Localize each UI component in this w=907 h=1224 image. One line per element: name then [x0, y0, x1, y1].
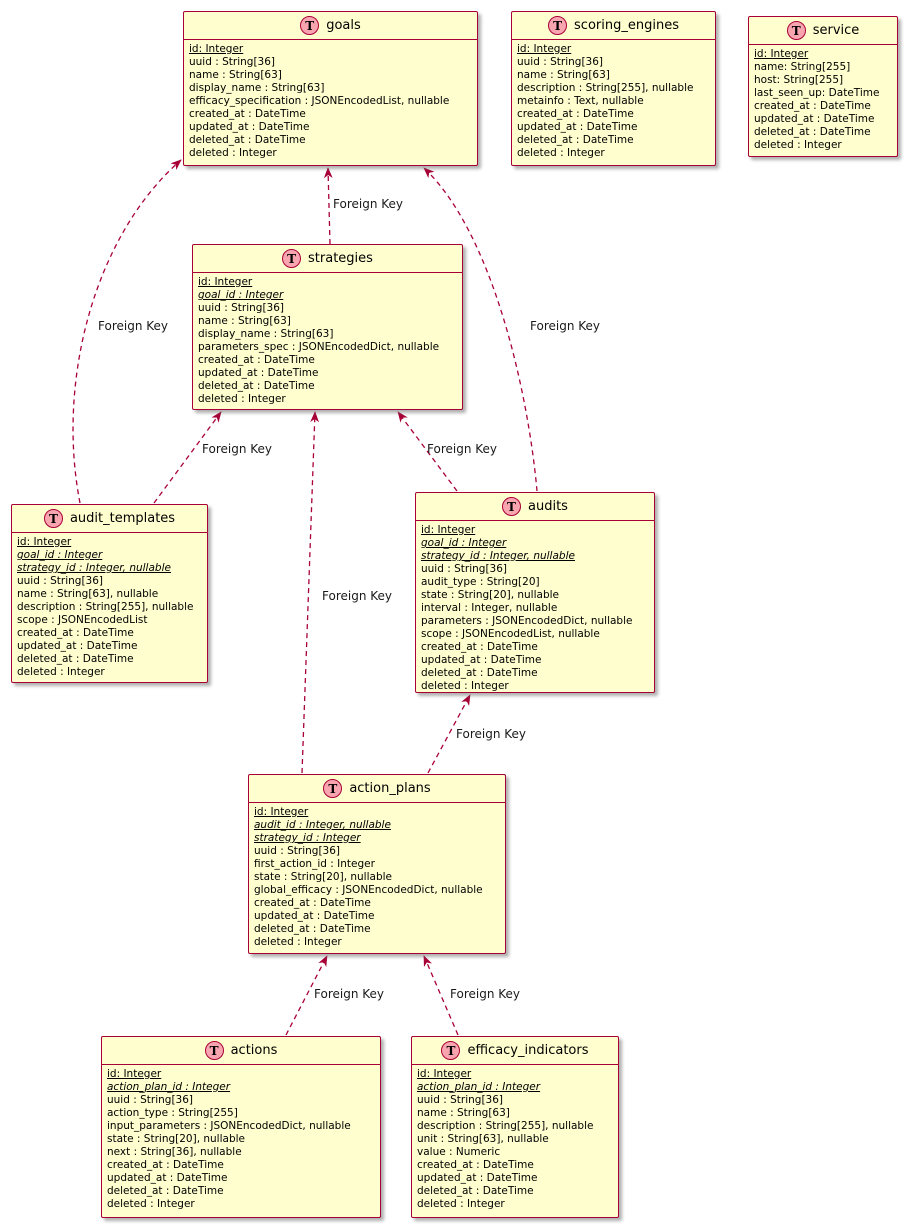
field-row: created_at : DateTime: [189, 108, 306, 120]
entity-title: service: [812, 23, 860, 38]
field-row: state : String[20], nullable: [107, 1133, 245, 1145]
field-row: uuid : String[36]: [107, 1094, 193, 1106]
entity-audits-fields: [416, 521, 654, 693]
field-row: parameters_spec : JSONEncodedDict, nullable: [198, 341, 440, 353]
entity-title: audits: [528, 499, 568, 514]
field-row: goal_id : Integer: [421, 537, 507, 549]
field-row: audit_id : Integer, nullable: [254, 819, 391, 831]
field-row: uuid : String[36]: [189, 56, 275, 68]
field-row: global_efficacy : JSONEncodedDict, nullable: [254, 884, 483, 896]
field-row: description : String[255], nullable: [517, 82, 694, 94]
field-row: value : Numeric: [417, 1146, 501, 1158]
entity-action_plans: [248, 774, 506, 954]
relation-audit_templates-to-goals-label: Foreign Key: [98, 319, 168, 333]
field-row: deleted : Integer: [421, 680, 509, 692]
field-row: id: Integer: [17, 536, 72, 548]
entity-scoring_engines-fields: [512, 40, 715, 160]
field-row: created_at : DateTime: [17, 627, 134, 639]
field-row: updated_at : DateTime: [107, 1172, 228, 1184]
field-row: interval : Integer, nullable: [421, 602, 558, 614]
relation-action_plans-to-audits-label: Foreign Key: [456, 727, 526, 741]
field-row: uuid : String[36]: [421, 563, 507, 575]
field-row: host: String[255]: [754, 74, 844, 86]
field-row: action_type : String[255]: [107, 1107, 238, 1119]
field-row: deleted_at : DateTime: [517, 134, 634, 146]
field-row: next : String[36], nullable: [107, 1146, 242, 1158]
field-row: strategy_id : Integer: [254, 832, 361, 844]
field-row: deleted_at : DateTime: [417, 1185, 534, 1197]
field-row: efficacy_specification : JSONEncodedList, nullable: [189, 95, 450, 107]
field-row: created_at : DateTime: [421, 641, 538, 653]
field-row: unit : String[63], nullable: [417, 1133, 549, 1145]
field-row: deleted : Integer: [17, 666, 105, 678]
field-row: description : String[255], nullable: [17, 601, 194, 613]
field-row: uuid : String[36]: [417, 1094, 503, 1106]
field-row: display_name : String[63]: [198, 328, 334, 340]
field-row: id: Integer: [517, 43, 572, 55]
field-row: metainfo : Text, nullable: [517, 95, 644, 107]
entity-strategies-header: [193, 245, 462, 273]
table-spot-icon: T: [787, 21, 806, 40]
entity-audit_templates-fields: [12, 533, 207, 679]
field-row: uuid : String[36]: [17, 575, 103, 587]
entity-service-header: [749, 17, 897, 45]
field-row: updated_at : DateTime: [754, 113, 875, 125]
field-row: name : String[63]: [517, 69, 610, 81]
field-row: created_at : DateTime: [198, 354, 315, 366]
entity-actions-header: [102, 1037, 380, 1065]
field-row: updated_at : DateTime: [198, 367, 319, 379]
field-row: id: Integer: [417, 1068, 472, 1080]
entity-action_plans-fields: [249, 803, 505, 949]
field-row: updated_at : DateTime: [517, 121, 638, 133]
field-row: updated_at : DateTime: [17, 640, 138, 652]
entity-audits: [415, 492, 655, 693]
field-row: deleted_at : DateTime: [754, 126, 871, 138]
field-row: uuid : String[36]: [517, 56, 603, 68]
table-spot-icon: T: [282, 249, 301, 268]
field-row: state : String[20], nullable: [421, 589, 559, 601]
relation-audits-to-strategies-label: Foreign Key: [427, 442, 497, 456]
field-row: name : String[63], nullable: [17, 588, 159, 600]
entity-title: goals: [326, 18, 361, 33]
field-row: deleted : Integer: [189, 147, 277, 159]
entity-audit_templates-header: [12, 505, 207, 533]
relation-efficacy_indicators-to-action_plans-label: Foreign Key: [450, 987, 520, 1001]
field-row: deleted : Integer: [754, 139, 842, 151]
field-row: updated_at : DateTime: [254, 910, 375, 922]
field-row: strategy_id : Integer, nullable: [421, 550, 575, 562]
table-spot-icon: T: [300, 16, 319, 35]
field-row: input_parameters : JSONEncodedDict, nullable: [107, 1120, 351, 1132]
table-spot-icon: T: [205, 1041, 224, 1060]
entity-title: action_plans: [349, 781, 431, 796]
relation-audit_templates-to-strategies-label: Foreign Key: [202, 442, 272, 456]
field-row: id: Integer: [107, 1068, 162, 1080]
field-row: deleted_at : DateTime: [421, 667, 538, 679]
field-row: scope : JSONEncodedList, nullable: [421, 628, 600, 640]
field-row: created_at : DateTime: [517, 108, 634, 120]
relation-actions-to-action_plans-label: Foreign Key: [314, 987, 384, 1001]
relation-action_plans-to-strategies-label: Foreign Key: [322, 589, 392, 603]
field-row: name : String[63]: [417, 1107, 510, 1119]
relation-strategies-to-goals-label: Foreign Key: [333, 197, 403, 211]
field-row: deleted : Integer: [517, 147, 605, 159]
table-spot-icon: T: [548, 16, 567, 35]
entity-title: actions: [230, 1043, 278, 1058]
entity-goals-fields: [184, 40, 477, 160]
entity-strategies: [192, 244, 463, 410]
field-row: created_at : DateTime: [107, 1159, 224, 1171]
field-row: state : String[20], nullable: [254, 871, 392, 883]
entity-efficacy_indicators: [411, 1036, 619, 1218]
field-row: updated_at : DateTime: [189, 121, 310, 133]
entity-service-fields: [749, 45, 897, 152]
entity-service: [748, 16, 898, 157]
table-spot-icon: T: [44, 509, 63, 528]
entity-audit_templates: [11, 504, 208, 683]
field-row: description : String[255], nullable: [417, 1120, 594, 1132]
relation-audits-to-goals-label: Foreign Key: [530, 319, 600, 333]
field-row: goal_id : Integer: [17, 549, 103, 561]
entity-title: strategies: [308, 251, 373, 266]
entity-efficacy_indicators-fields: [412, 1065, 618, 1211]
field-row: action_plan_id : Integer: [417, 1081, 541, 1093]
field-row: name: String[255]: [754, 61, 851, 73]
field-row: id: Integer: [754, 48, 809, 60]
field-row: id: Integer: [189, 43, 244, 55]
field-row: deleted_at : DateTime: [107, 1185, 224, 1197]
table-spot-icon: T: [441, 1041, 460, 1060]
entity-title: scoring_engines: [574, 18, 679, 33]
field-row: created_at : DateTime: [254, 897, 371, 909]
entity-goals: [183, 11, 478, 166]
field-row: deleted_at : DateTime: [254, 923, 371, 935]
field-row: strategy_id : Integer, nullable: [17, 562, 171, 574]
field-row: uuid : String[36]: [198, 302, 284, 314]
field-row: deleted : Integer: [254, 936, 342, 948]
field-row: parameters : JSONEncodedDict, nullable: [421, 615, 633, 627]
entity-actions-fields: [102, 1065, 380, 1211]
entity-efficacy_indicators-header: [412, 1037, 618, 1065]
entity-scoring_engines: [511, 11, 716, 166]
field-row: deleted : Integer: [417, 1198, 505, 1210]
field-row: updated_at : DateTime: [421, 654, 542, 666]
field-row: last_seen_up: DateTime: [754, 87, 880, 99]
field-row: display_name : String[63]: [189, 82, 325, 94]
field-row: id: Integer: [198, 276, 253, 288]
field-row: deleted : Integer: [198, 393, 286, 405]
field-row: action_plan_id : Integer: [107, 1081, 231, 1093]
field-row: updated_at : DateTime: [417, 1172, 538, 1184]
field-row: name : String[63]: [189, 69, 282, 81]
field-row: id: Integer: [254, 806, 309, 818]
table-spot-icon: T: [323, 779, 342, 798]
entity-strategies-fields: [193, 273, 462, 406]
field-row: created_at : DateTime: [754, 100, 871, 112]
field-row: goal_id : Integer: [198, 289, 284, 301]
entity-title: efficacy_indicators: [467, 1043, 589, 1058]
field-row: deleted : Integer: [107, 1198, 195, 1210]
field-row: name : String[63]: [198, 315, 291, 327]
entity-actions: [101, 1036, 381, 1218]
entity-audits-header: [416, 493, 654, 521]
field-row: id: Integer: [421, 524, 476, 536]
entity-scoring_engines-header: [512, 12, 715, 40]
field-row: deleted_at : DateTime: [189, 134, 306, 146]
field-row: deleted_at : DateTime: [198, 380, 315, 392]
field-row: audit_type : String[20]: [421, 576, 540, 588]
entity-title: audit_templates: [69, 511, 176, 526]
field-row: deleted_at : DateTime: [17, 653, 134, 665]
field-row: scope : JSONEncodedList: [17, 614, 148, 626]
entity-action_plans-header: [249, 775, 505, 803]
field-row: uuid : String[36]: [254, 845, 340, 857]
entity-goals-header: [184, 12, 477, 40]
field-row: created_at : DateTime: [417, 1159, 534, 1171]
field-row: first_action_id : Integer: [254, 858, 375, 870]
table-spot-icon: T: [502, 497, 521, 516]
